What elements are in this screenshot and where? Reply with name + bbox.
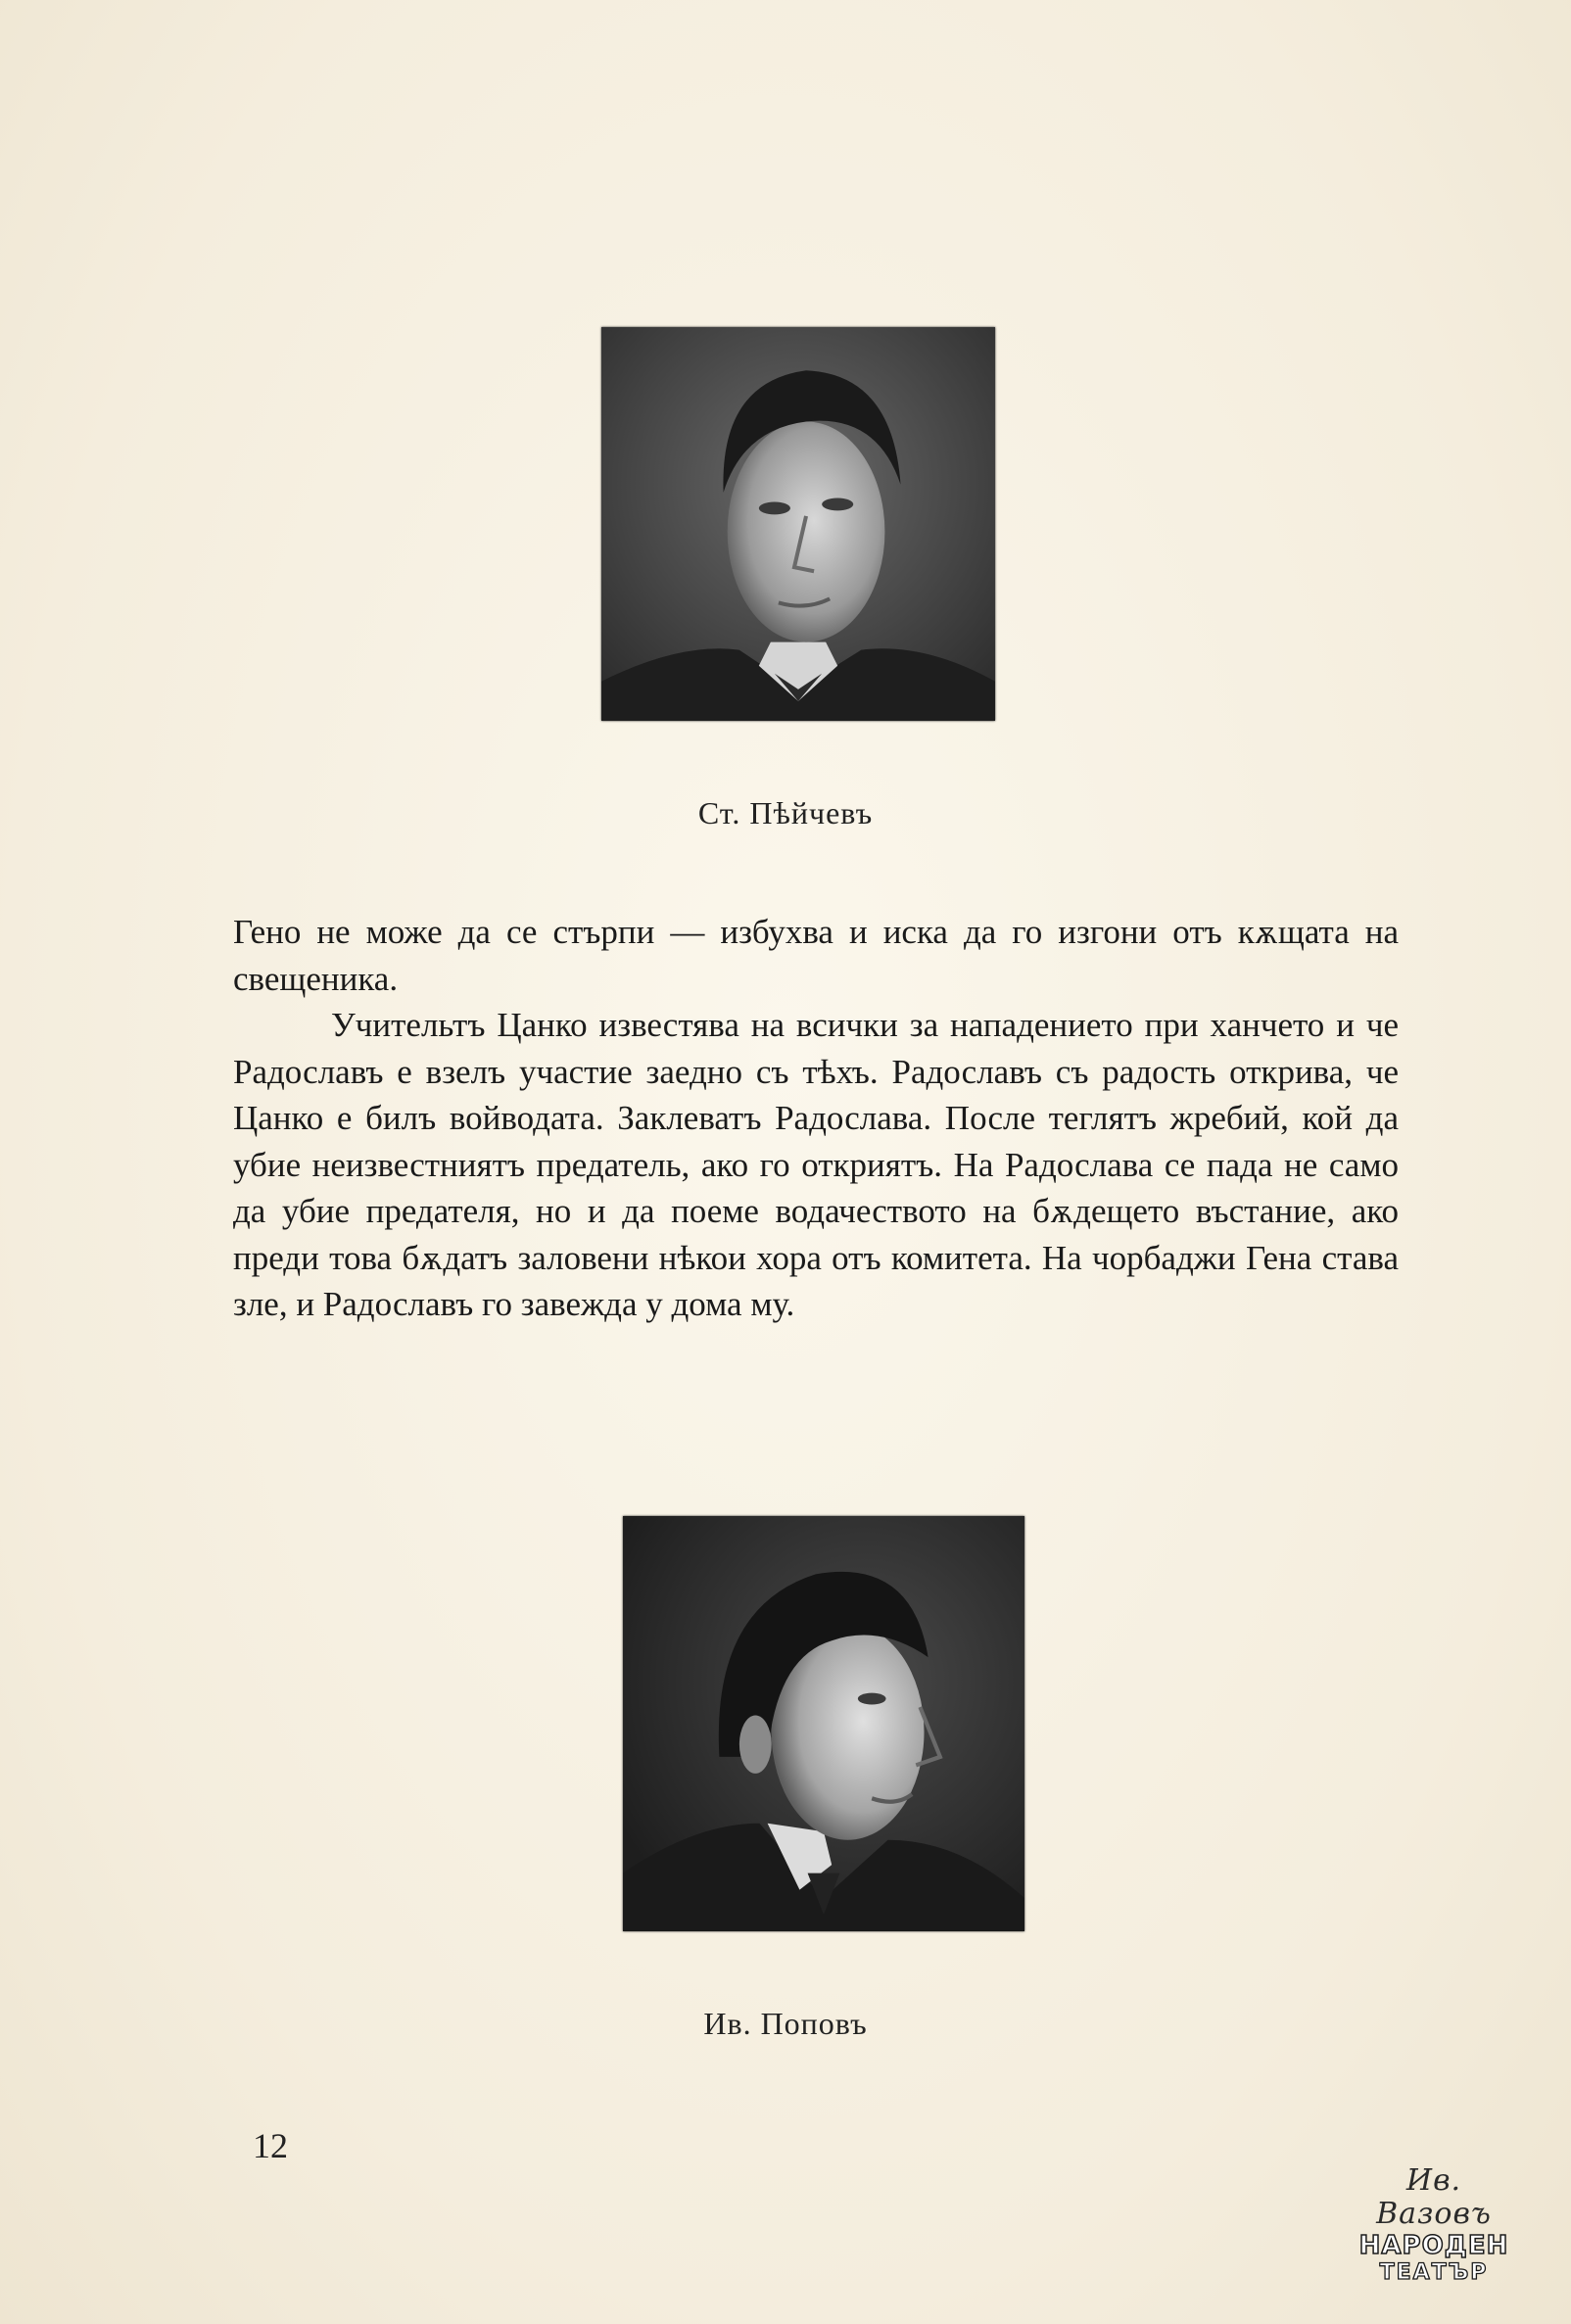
national-theatre-logo bbox=[1346, 2164, 1522, 2286]
logo-text-narodni: НАРОДЕН bbox=[1358, 2231, 1509, 2260]
portrait-photo-peichev bbox=[601, 327, 995, 721]
page-number: 12 bbox=[253, 2126, 288, 2165]
paragraph-2: Учительтъ Цанко известява на всички за нападението при ханчето и че Радославъ е взелъ участие заедно съ тѣхъ. Радославъ съ радость открива, че Цанко е билъ войводата. Заклеватъ Радослава. После теглятъ жребий, кой да убие неизвестниятъ предатель, ако го откриятъ. На Радослава се пада не само да убие предателя, но и да поеме водачеството на бѫдещето въстание, ако преди това бѫдатъ заловени нѣкои хора отъ комитета. На чорбаджи Гена става зле, и Радославъ го завежда у дома му. bbox=[233, 1006, 1399, 1323]
photo-caption-peichev: Ст. Пѣйчевъ bbox=[697, 795, 874, 830]
logo-text-teatar: ТЕАТЪР bbox=[1379, 2260, 1489, 2285]
portrait-photo-popov bbox=[623, 1516, 1024, 1931]
synopsis-text bbox=[233, 909, 1399, 1328]
photo-caption-popov: Ив. Поповъ bbox=[703, 2006, 868, 2041]
logo-signature: Ив. Вазовъ bbox=[1376, 2163, 1492, 2231]
paragraph-1: Гено не може да се стърпи — избухва и иска да го изгони отъ кѫщата на свещеника. bbox=[233, 913, 1399, 998]
